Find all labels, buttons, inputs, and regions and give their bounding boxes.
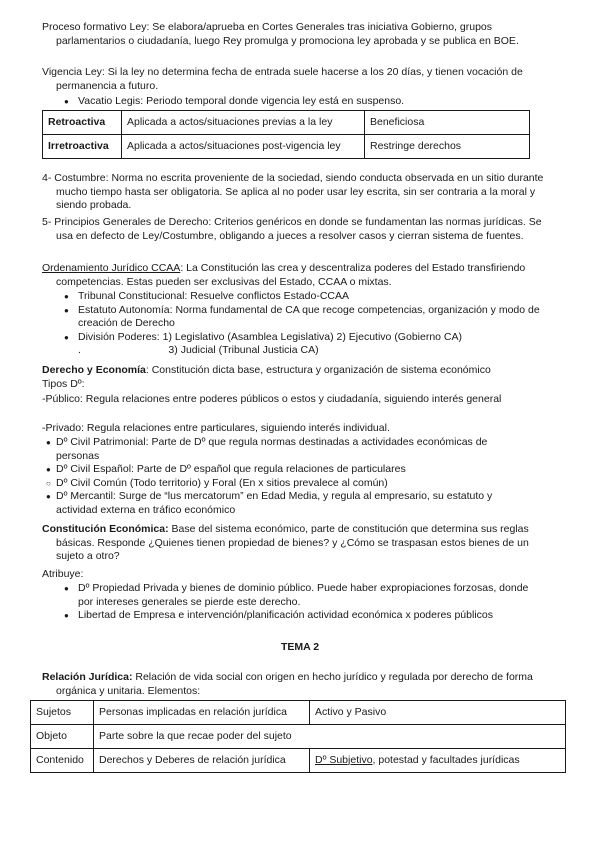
table-cell: Personas implicadas en relación jurídica [94, 701, 310, 725]
table-cell: Dº Subjetivo, potestad y facultades jurídicas [310, 749, 566, 773]
relacion-juridica-paragraph [42, 671, 536, 698]
list-item: ● Libertad de Empresa e intervención/planificación actividad económica x poderes públicos [60, 609, 530, 623]
table-row [43, 111, 530, 135]
constitucion-economica-title: Constitución Económica: [42, 523, 169, 535]
atribuye-label: Atribuye: [42, 568, 84, 580]
table-cell: Parte sobre la que recae poder del sujeto [94, 725, 566, 749]
ordenamiento-bullet-list [60, 290, 540, 358]
list-item: ● Dº Propiedad Privada y bienes de dominio público. Puede haber expropiaciones forzosas, donde por intereses generales se pierde este derecho. [60, 582, 530, 609]
list-item: ● Dº Civil Patrimonial: Parte de Dº que regula normas destinadas a actividades económicas de personas [42, 436, 532, 463]
table-cell: Aplicada a actos/situaciones post-vigencia ley [122, 135, 365, 159]
privado-paragraph: -Privado: Regula relaciones entre particulares, siguiendo interés individual. [42, 422, 390, 434]
list-item: ● Tribunal Constitucional: Resuelve conflictos Estado-CCAA [60, 290, 540, 304]
principios-paragraph: 5- Principios Generales de Derecho: Criterios genéricos en donde se fundamentan las normas jurídicas. Se usa en defecto de Ley/Costumbre, obligando a jueces a resolver casos y cierran sistema de fuentes. [42, 216, 542, 242]
table-cell: Contenido [31, 749, 94, 773]
tipos-derecho-label: Tipos Dº: [42, 378, 85, 390]
derecho-economia-text: : Constitución dicta base, estructura y organización de sistema económico [145, 364, 491, 376]
table-cell: Restringe derechos [365, 135, 530, 159]
constitucion-economica-paragraph [42, 523, 546, 564]
table-cell: Retroactiva [43, 111, 122, 135]
relacion-juridica-text: Relación de vida social con origen en hecho jurídico y regulada por derecho de forma orgánica y unitaria. Elementos: [56, 671, 533, 697]
table-cell: Derechos y Deberes de relación jurídica [94, 749, 310, 773]
table-row [31, 701, 566, 725]
list-item: ● Dº Mercantil: Surge de “lus mercatorum” en Edad Media, y regula al empresario, su estatuto y actividad externa en tráfico económico [42, 490, 532, 517]
publico-paragraph: -Público: Regula relaciones entre poderes públicos o estos y ciudadanía, siguiendo interés general [42, 393, 502, 405]
table-cell: Beneficiosa [365, 111, 530, 135]
list-item: ● División Poderes: 1) Legislativo (Asamblea Legislativa) 2) Ejecutivo (Gobierno CA) [60, 331, 540, 345]
costumbre-paragraph: 4- Costumbre: Norma no escrita proveniente de la sociedad, siendo conducta observada en un sitio durante mucho tiempo hasta ser obligatoria. Se aplica al no poder usar ley escrita, sin ser contraria a la moral y siendo probada. [42, 172, 544, 211]
ordenamiento-ccaa-title: Ordenamiento Jurídico CCAA [42, 262, 181, 274]
vacatio-legis-text: Vacatio Legis: Periodo temporal donde vigencia ley está en suspenso. [78, 95, 405, 107]
table-cell: Activo y Pasivo [310, 701, 566, 725]
list-item: ● Dº Civil Español: Parte de Dº español que regula relaciones de particulares [42, 463, 532, 477]
relacion-juridica-title: Relación Jurídica: [42, 671, 133, 683]
table-row [31, 725, 566, 749]
retroactividad-table [42, 110, 530, 159]
list-item: ● Estatuto Autonomía: Norma fundamental de CA que recoge competencias, organización y modo de creación de Derecho [60, 304, 540, 331]
table-cell: Irretroactiva [43, 135, 122, 159]
table-cell: Sujetos [31, 701, 94, 725]
list-item: ○ Dº Civil Común (Todo territorio) y Foral (En x sitios prevalece al común) [42, 477, 532, 491]
ordenamiento-ccaa-paragraph [42, 262, 546, 289]
vigencia-ley-paragraph: Vigencia Ley: Si la ley no determina fecha de entrada suele hacerse a los 20 días, y tienen vocación de permanencia a futuro. [42, 66, 523, 92]
derecho-economia-title: Derecho y Economía [42, 364, 146, 376]
derecho-economia-paragraph [42, 364, 542, 378]
constitucion-economica-text: Base del sistema económico, parte de constitución que determina sus reglas básicas. Responde ¿Quienes tienen propiedad de bienes? y ¿Cómo se traspasan estos bienes de un sujeto a otro? [56, 523, 529, 562]
proceso-formativo-paragraph: Proceso formativo Ley: Se elabora/aprueba en Cortes Generales tras iniciativa Gobierno, grupos parlamentarios o ciudadanía, luego Rey promulga y promociona ley aprobada y se publica en BOE. [42, 21, 519, 47]
list-item-continuation: . 3) Judicial (Tribunal Justicia CA) [78, 344, 319, 356]
ordenamiento-ccaa-text: : La Constitución las crea y descentraliza poderes del Estado transfiriendo competencias. Estas pueden ser exclusivas del Estado, CCAA o mixtas. [56, 262, 526, 288]
table-cell: Aplicada a actos/situaciones previas a la ley [122, 111, 365, 135]
privado-bullet-list [42, 436, 532, 517]
tema-heading: TEMA 2 [280, 641, 320, 653]
table-row [31, 749, 566, 773]
vacatio-legis-bullet [60, 95, 558, 109]
table-cell: Objeto [31, 725, 94, 749]
elementos-table [30, 700, 566, 773]
atribuye-bullet-list [60, 582, 530, 623]
table-row [43, 135, 530, 159]
